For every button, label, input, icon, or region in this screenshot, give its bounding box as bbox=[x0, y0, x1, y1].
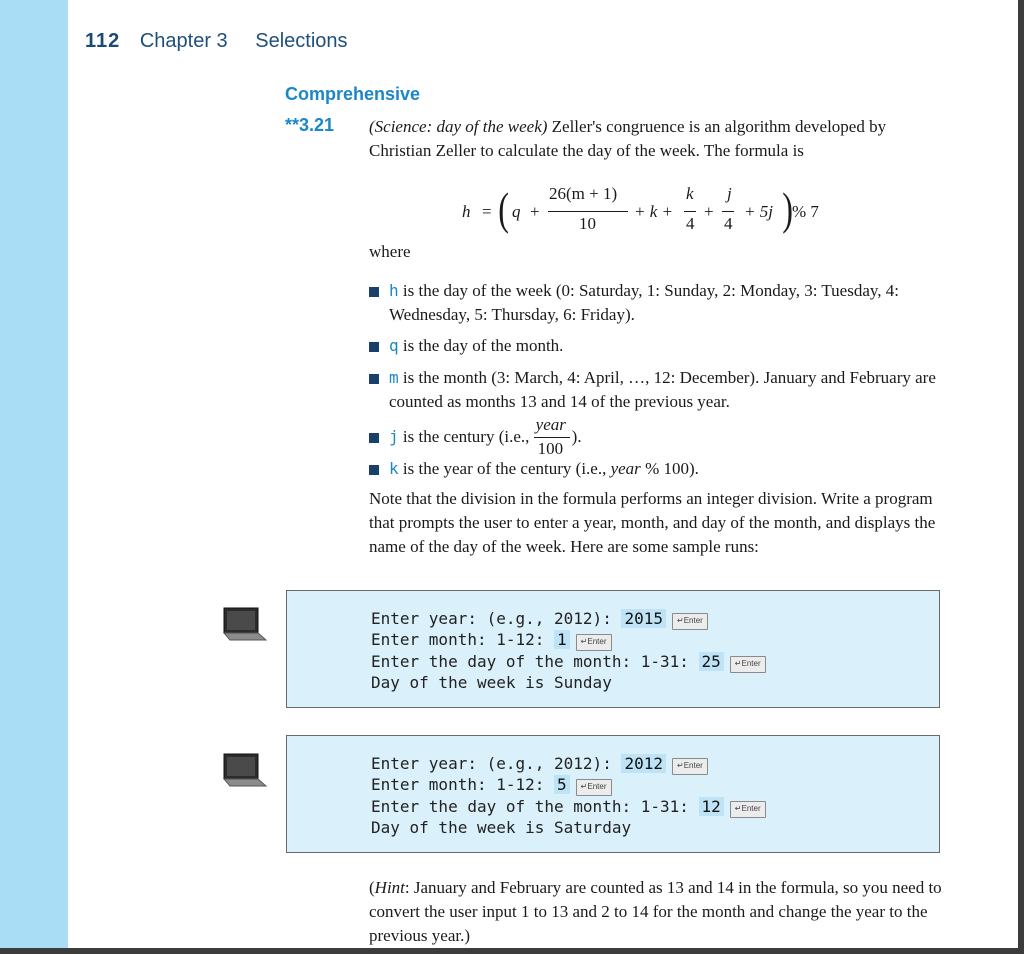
bullet-h bbox=[369, 279, 943, 327]
exercise-intro bbox=[369, 115, 943, 163]
user-input-day: 12 bbox=[699, 797, 724, 816]
enter-key-icon: ↵Enter bbox=[576, 779, 612, 796]
exercise-topic: (Science: day of the week) bbox=[369, 117, 548, 136]
formula-frac2-bar bbox=[684, 211, 696, 212]
formula-open-paren: ( bbox=[498, 183, 510, 234]
page-number: 112 bbox=[85, 30, 121, 52]
formula-equals: = bbox=[482, 202, 492, 221]
user-input-year: 2015 bbox=[621, 609, 666, 628]
formula-plus-k: + k + bbox=[634, 202, 673, 221]
bullet-k bbox=[369, 457, 943, 481]
user-input-day: 25 bbox=[699, 652, 724, 671]
formula-plus: + bbox=[530, 202, 540, 221]
formula-h: h bbox=[462, 202, 471, 221]
section-heading: Comprehensive bbox=[285, 84, 421, 104]
prompt-text: Enter year: (e.g., 2012): bbox=[371, 609, 622, 628]
formula-frac1-bar bbox=[548, 211, 628, 212]
bullet-text: is the century (i.e., bbox=[398, 427, 534, 446]
prompt-text: Enter year: (e.g., 2012): bbox=[371, 754, 622, 773]
laptop-icon bbox=[221, 752, 267, 790]
formula-q: q bbox=[512, 202, 521, 221]
hint-paragraph: (Hint: January and February are counted as 13 and 14 in the formula, so you need to convert the user input 1 to 13 and 2 to 14 for the month and change the year to the previous year.) bbox=[369, 878, 942, 945]
user-input-month: 5 bbox=[554, 775, 570, 794]
fraction-denominator: 100 bbox=[537, 439, 564, 458]
bullet-marker bbox=[369, 374, 379, 384]
run2-line-day bbox=[371, 796, 766, 818]
formula-frac1-den: 10 bbox=[579, 214, 596, 233]
enter-key-icon: ↵Enter bbox=[730, 801, 766, 818]
user-input-month: 1 bbox=[554, 630, 570, 649]
bullet-marker bbox=[369, 465, 379, 475]
hint-text: : January and February are counted as 13 and 14 in the formula, so you need to convert the user input 1 to 13 and 2 to 14 for the month and change the year to the previous year.) bbox=[369, 878, 942, 945]
formula-plus-5j: + 5j bbox=[744, 202, 773, 221]
bullet-text-italic: year bbox=[610, 459, 641, 478]
year-over-100-fraction bbox=[534, 415, 572, 458]
hint-label: Hint bbox=[374, 878, 405, 897]
var-j: j bbox=[389, 427, 399, 446]
enter-key-icon: ↵Enter bbox=[730, 656, 766, 673]
user-input-year: 2012 bbox=[621, 754, 666, 773]
running-head bbox=[85, 30, 348, 53]
bullet-text: is the year of the century (i.e., bbox=[398, 459, 611, 478]
where-label: where bbox=[369, 242, 411, 261]
note-paragraph: Note that the division in the formula performs an integer division. Write a program that prompts the user to enter a year, month, and day of the month, and displays the name of the day of the week. Here are some sample runs: bbox=[369, 489, 936, 556]
fraction-numerator: year bbox=[535, 415, 566, 434]
var-m: m bbox=[389, 368, 399, 387]
exercise-intro-text: Zeller's congruence is an algorithm developed by Christian Zeller to calculate the day of the week. The formula is bbox=[369, 117, 887, 160]
laptop-icon bbox=[221, 606, 267, 644]
formula-plus-2: + bbox=[704, 202, 714, 221]
bullet-q bbox=[369, 334, 943, 358]
var-q: q bbox=[389, 336, 399, 355]
formula-frac2-num: k bbox=[686, 184, 694, 203]
formula-frac2-den: 4 bbox=[686, 214, 695, 233]
bullet-text: is the day of the week (0: Saturday, 1: Sunday, 2: Monday, 3: Tuesday, 4: Wednesday, 5: Thursday, 6: Friday). bbox=[389, 281, 899, 324]
bullet-text: is the day of the month. bbox=[398, 336, 564, 355]
bullet-text-end: ). bbox=[571, 427, 582, 446]
formula-close-paren: ) bbox=[782, 183, 794, 234]
bullet-marker bbox=[369, 433, 379, 443]
enter-key-icon: ↵Enter bbox=[672, 758, 708, 775]
prompt-text: Enter month: 1-12: bbox=[371, 630, 555, 649]
enter-key-icon: ↵Enter bbox=[576, 634, 612, 651]
bullet-marker bbox=[369, 287, 379, 297]
formula-frac3-bar bbox=[722, 211, 734, 212]
chapter-title: Selections bbox=[255, 30, 348, 52]
enter-key-icon: ↵Enter bbox=[672, 613, 708, 630]
sample-run-2 bbox=[286, 735, 940, 853]
run1-line-year bbox=[371, 608, 708, 630]
run2-line-month bbox=[371, 774, 612, 796]
bullet-text-end: % 100). bbox=[640, 459, 699, 478]
run1-output: Day of the week is Sunday bbox=[371, 673, 612, 692]
run1-line-day bbox=[371, 651, 766, 673]
sample-run-1 bbox=[286, 590, 940, 708]
var-k: k bbox=[389, 459, 399, 478]
prompt-text: Enter the day of the month: 1-31: bbox=[371, 797, 699, 816]
run2-line-year bbox=[371, 753, 708, 775]
var-h: h bbox=[389, 281, 399, 300]
formula-frac3-num: j bbox=[727, 184, 732, 203]
formula-frac1-num: 26(m + 1) bbox=[549, 184, 618, 203]
prompt-text: Enter the day of the month: 1-31: bbox=[371, 652, 699, 671]
page-margin-band bbox=[0, 0, 68, 948]
bullet-text: is the month (3: March, 4: April, …, 12: December). January and February are counted as months 13 and 14 of the previous year. bbox=[389, 368, 936, 411]
bullet-m bbox=[369, 366, 943, 414]
chapter-label: Chapter 3 bbox=[139, 30, 228, 52]
zeller-formula bbox=[462, 180, 842, 240]
run1-line-month bbox=[371, 629, 612, 651]
prompt-text: Enter month: 1-12: bbox=[371, 775, 555, 794]
formula-mod: % 7 bbox=[792, 202, 819, 221]
bullet-j bbox=[369, 415, 943, 458]
exercise-number: **3.21 bbox=[285, 115, 335, 135]
bullet-marker bbox=[369, 342, 379, 352]
formula-frac3-den: 4 bbox=[724, 214, 733, 233]
run2-output: Day of the week is Saturday bbox=[371, 818, 632, 837]
